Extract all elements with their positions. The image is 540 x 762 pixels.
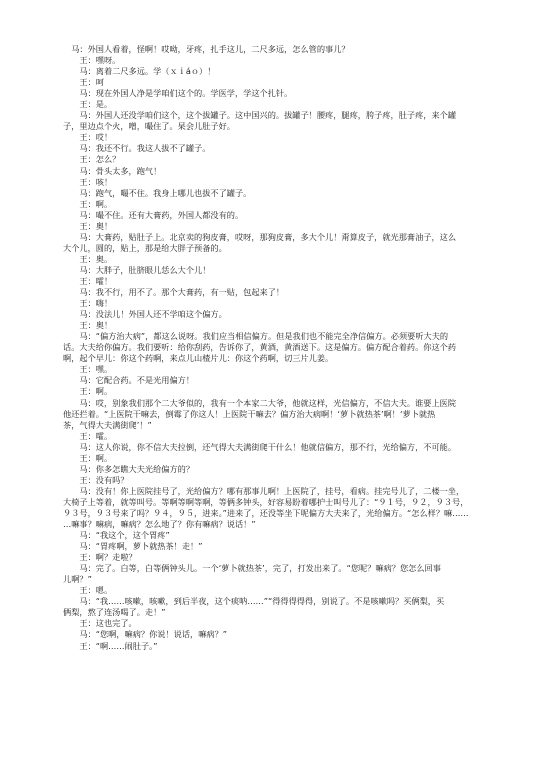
text-line: 王：没有吗？: [63, 474, 129, 485]
text-line: 王：嘿呀。: [63, 55, 121, 66]
text-line: 王：嗨！: [63, 298, 113, 309]
text-line: 他还拦着。“上医院干嘛去，倒霉了你这人！上医院干嘛去？偏方治大病啊！‘萝卜就热茶’啊！‘萝卜就热: [63, 408, 436, 419]
text-line: 马：你多怎瞧大夫光给偏方的？: [63, 463, 195, 474]
text-line: 俩梨，熬了连汤喝了。走！”: [63, 607, 166, 618]
text-line: 王：嘿。: [63, 364, 113, 375]
text-line: 马：“胃疼啊，萝卜就热茶！走！”: [63, 541, 203, 552]
text-line: 王：呵: [63, 77, 104, 88]
text-line: 马：外国人还没学咱们这个，这个拔罐子。这中国兴的。拔罐子！腰疼，腿疼，胯子疼，肚子疼，来个罐: [63, 110, 457, 121]
text-line: 马：跑气，嘬不住。我身上哪儿也拔不了罐子。: [63, 187, 252, 198]
text-line: 马：“偏方治大病”，都这么说呀。我们应当相信偏方。但是我们也不能完全净信偏方。必须要听大夫的: [63, 331, 449, 342]
text-line: 马：“我……咳嗽，咳嗽，到后半夜，这个痰呐……”“得得得得得，别说了。不是咳嗽吗？买俩梨，买: [63, 596, 445, 607]
text-line: 马：“我这个，这个胃疼”: [63, 530, 170, 541]
text-line: 王：嚯。: [63, 430, 113, 441]
text-line: …嘛事？嘛病，嘛病？怎么地了？你有嘛病？说话！”: [63, 519, 256, 530]
text-line: 王：啊。: [63, 452, 113, 463]
text-line: 子，里边点个火，噌，嘬住了。杲会儿肚子好。: [63, 121, 235, 132]
text-line: 王：啊。: [63, 386, 113, 397]
text-line: 马：没法儿！外国人还不学咱这个偏方。: [63, 309, 227, 320]
text-line: 王：奥！: [63, 220, 113, 231]
text-line: 茶，气得大夫满街爬’！”: [63, 419, 152, 430]
text-line: 马：我不行，用不了。那个大膏药，有一贴，包起来了！: [63, 287, 285, 298]
text-line: 马：外国人看着，怪啊！哎呦，牙疼，扎手这儿，二尺多远，怎么管的事儿？: [63, 44, 350, 54]
text-line: 王：这也完了。: [63, 618, 137, 629]
text-line: 马：大膏药，贴肚子上。北京卖的狗皮膏，哎呀，那狗皮膏，多大个儿！甭算皮子，就光那膏油子，这么: [63, 231, 457, 242]
text-line: 马：没有！你上医院挂号了，光给偏方？哪有那事儿啊！上医院了，挂号，看病。挂完号儿了，二楼一坐，: [63, 485, 465, 496]
text-line: 王：哎！: [63, 132, 113, 143]
text-line: 话。大夫给你偏方。我们要听：给你刮药，告诉你了，黄酒，黄酒送下。这是偏方。偏方配合着药。你这个药: [63, 342, 457, 353]
text-line: 马：哎，别象我们那个二大爷似的，我有一个本家二大爷，他就这样，光信偏方，不信大夫。谁要上医院: [63, 397, 457, 408]
text-line: 马：嘬不住。还有大膏药，外国人都没有的。: [63, 209, 244, 220]
text-line: 王：“啊……闹肚子。”: [63, 640, 158, 651]
text-line: 马：它配合药。不是光用偏方！: [63, 375, 195, 386]
text-line: 王：咳！: [63, 176, 113, 187]
text-line: 王：嗯。: [63, 585, 113, 596]
text-line: 王：啊？走啦？: [63, 552, 137, 563]
text-line: 大个儿，圆的，贴上，那是给大胖子预备的。: [63, 242, 227, 253]
text-line: 马：完了。白等，白等俩钟头儿。一个‘萝卜就热茶’，完了，打发出来了。“您呢？嘛病？您怎么回事: [63, 563, 441, 574]
text-line: 王：是。: [63, 99, 113, 110]
text-line: 马：现在外国人净是学咱们这个的。学医学，学这个扎针。: [63, 88, 293, 99]
text-line: 儿啊？”: [63, 574, 92, 585]
document-body: [63, 44, 483, 652]
text-line: 马：“您啊，嘛病？你说！说话，嘛病？”: [63, 629, 228, 640]
text-line: 王：啊。: [63, 198, 113, 209]
text-line: ９３号，９３号来了吗？９４，９５，进来。”进来了，还没等坐下呢偏方大夫来了，光给偏方。“怎么样？嘛……: [63, 507, 469, 518]
text-line: 王：嚯！: [63, 275, 113, 286]
text-line: 马：骨头太多，跑气！: [63, 165, 162, 176]
text-line: 啊，起个早儿：你这个药啊，来点儿山楂片儿：你这个药啊，切三片儿姜。: [63, 353, 334, 364]
text-line: 王：怎么？: [63, 154, 121, 165]
text-line: 马：这人你说，你不信大夫拉倒，还气得大夫满街爬干什么！他就信偏方，那不行，光给偏方，不可能。: [63, 441, 457, 452]
text-line: 马：离着二尺多远。学（ｘｉáｏ）！: [63, 66, 216, 77]
text-line: 马：大胖子，肚脐眼儿恁么大个儿！: [63, 264, 211, 275]
text-line: 大椅子上等着，就等叫号。等啊等啊等啊，等俩多钟头，好容易盼着哪护士叫号儿了：“９１号，９２，９３号，: [63, 496, 469, 507]
text-line: 马：我还不行。我这人拔不了罐子。: [63, 143, 211, 154]
text-line: 王：奥。: [63, 253, 113, 264]
text-line: 王：奥！: [63, 320, 113, 331]
